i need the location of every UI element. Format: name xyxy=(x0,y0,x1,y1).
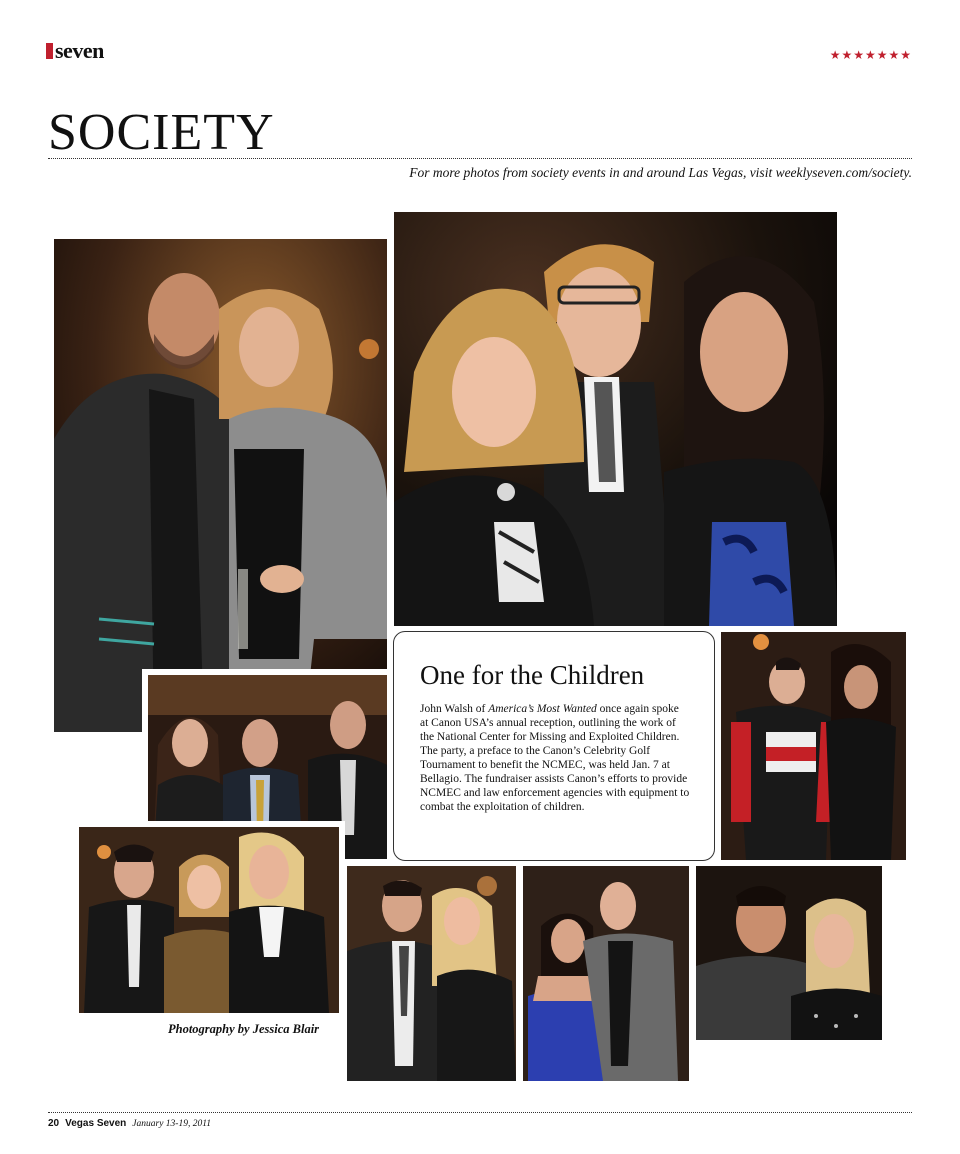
story-title: One for the Children xyxy=(420,660,645,690)
page-folio xyxy=(48,1118,211,1129)
masthead-logo xyxy=(46,38,104,63)
more-photos-note: For more photos from society events in and around Las Vegas, visit weeklyseven.com/society. xyxy=(409,165,912,180)
story-show-name: America’s Most Wanted xyxy=(488,703,597,715)
footer-divider xyxy=(48,1112,912,1113)
photo-trio-smiling xyxy=(394,212,837,626)
story-body xyxy=(420,702,690,814)
header-divider xyxy=(48,158,912,159)
page-number: 20 xyxy=(48,1118,60,1129)
publication-name: Vegas Seven xyxy=(65,1118,127,1129)
story-body-intro: John Walsh of xyxy=(420,703,489,715)
story-body-rest: once again spoke at Canon USA’s annual reception, outlining the work of the National Center for Missing and Exploited Children. The party, a preface to the Canon’s Celebrity Golf Tournament to benefit the NCMEC, was held Jan. 7 at Bellagio. The fundraiser assists Canon’s efforts to provide NCMEC and law enforcement agencies with equipment to combat the exploitation of children. xyxy=(420,703,690,813)
photo-guests-with-blonde xyxy=(73,821,345,1019)
star-rating-decoration: ★★★★★★★ xyxy=(829,48,912,62)
photo-man-and-woman-sparkle xyxy=(696,866,882,1040)
photo-woman-blue-dress xyxy=(523,866,689,1081)
story-text-box xyxy=(393,631,715,861)
issue-date: January 13-19, 2011 xyxy=(132,1119,211,1129)
photo-couple-suit-blonde xyxy=(347,866,516,1081)
section-title: SOCIETY xyxy=(48,104,275,161)
photo-credit: Photography by Jessica Blair xyxy=(168,1022,320,1036)
logo-red-bar xyxy=(46,43,53,59)
photo-couple-ballroom xyxy=(54,239,387,732)
logo-text: seven xyxy=(55,38,104,63)
photo-race-driver-couple xyxy=(721,632,906,860)
